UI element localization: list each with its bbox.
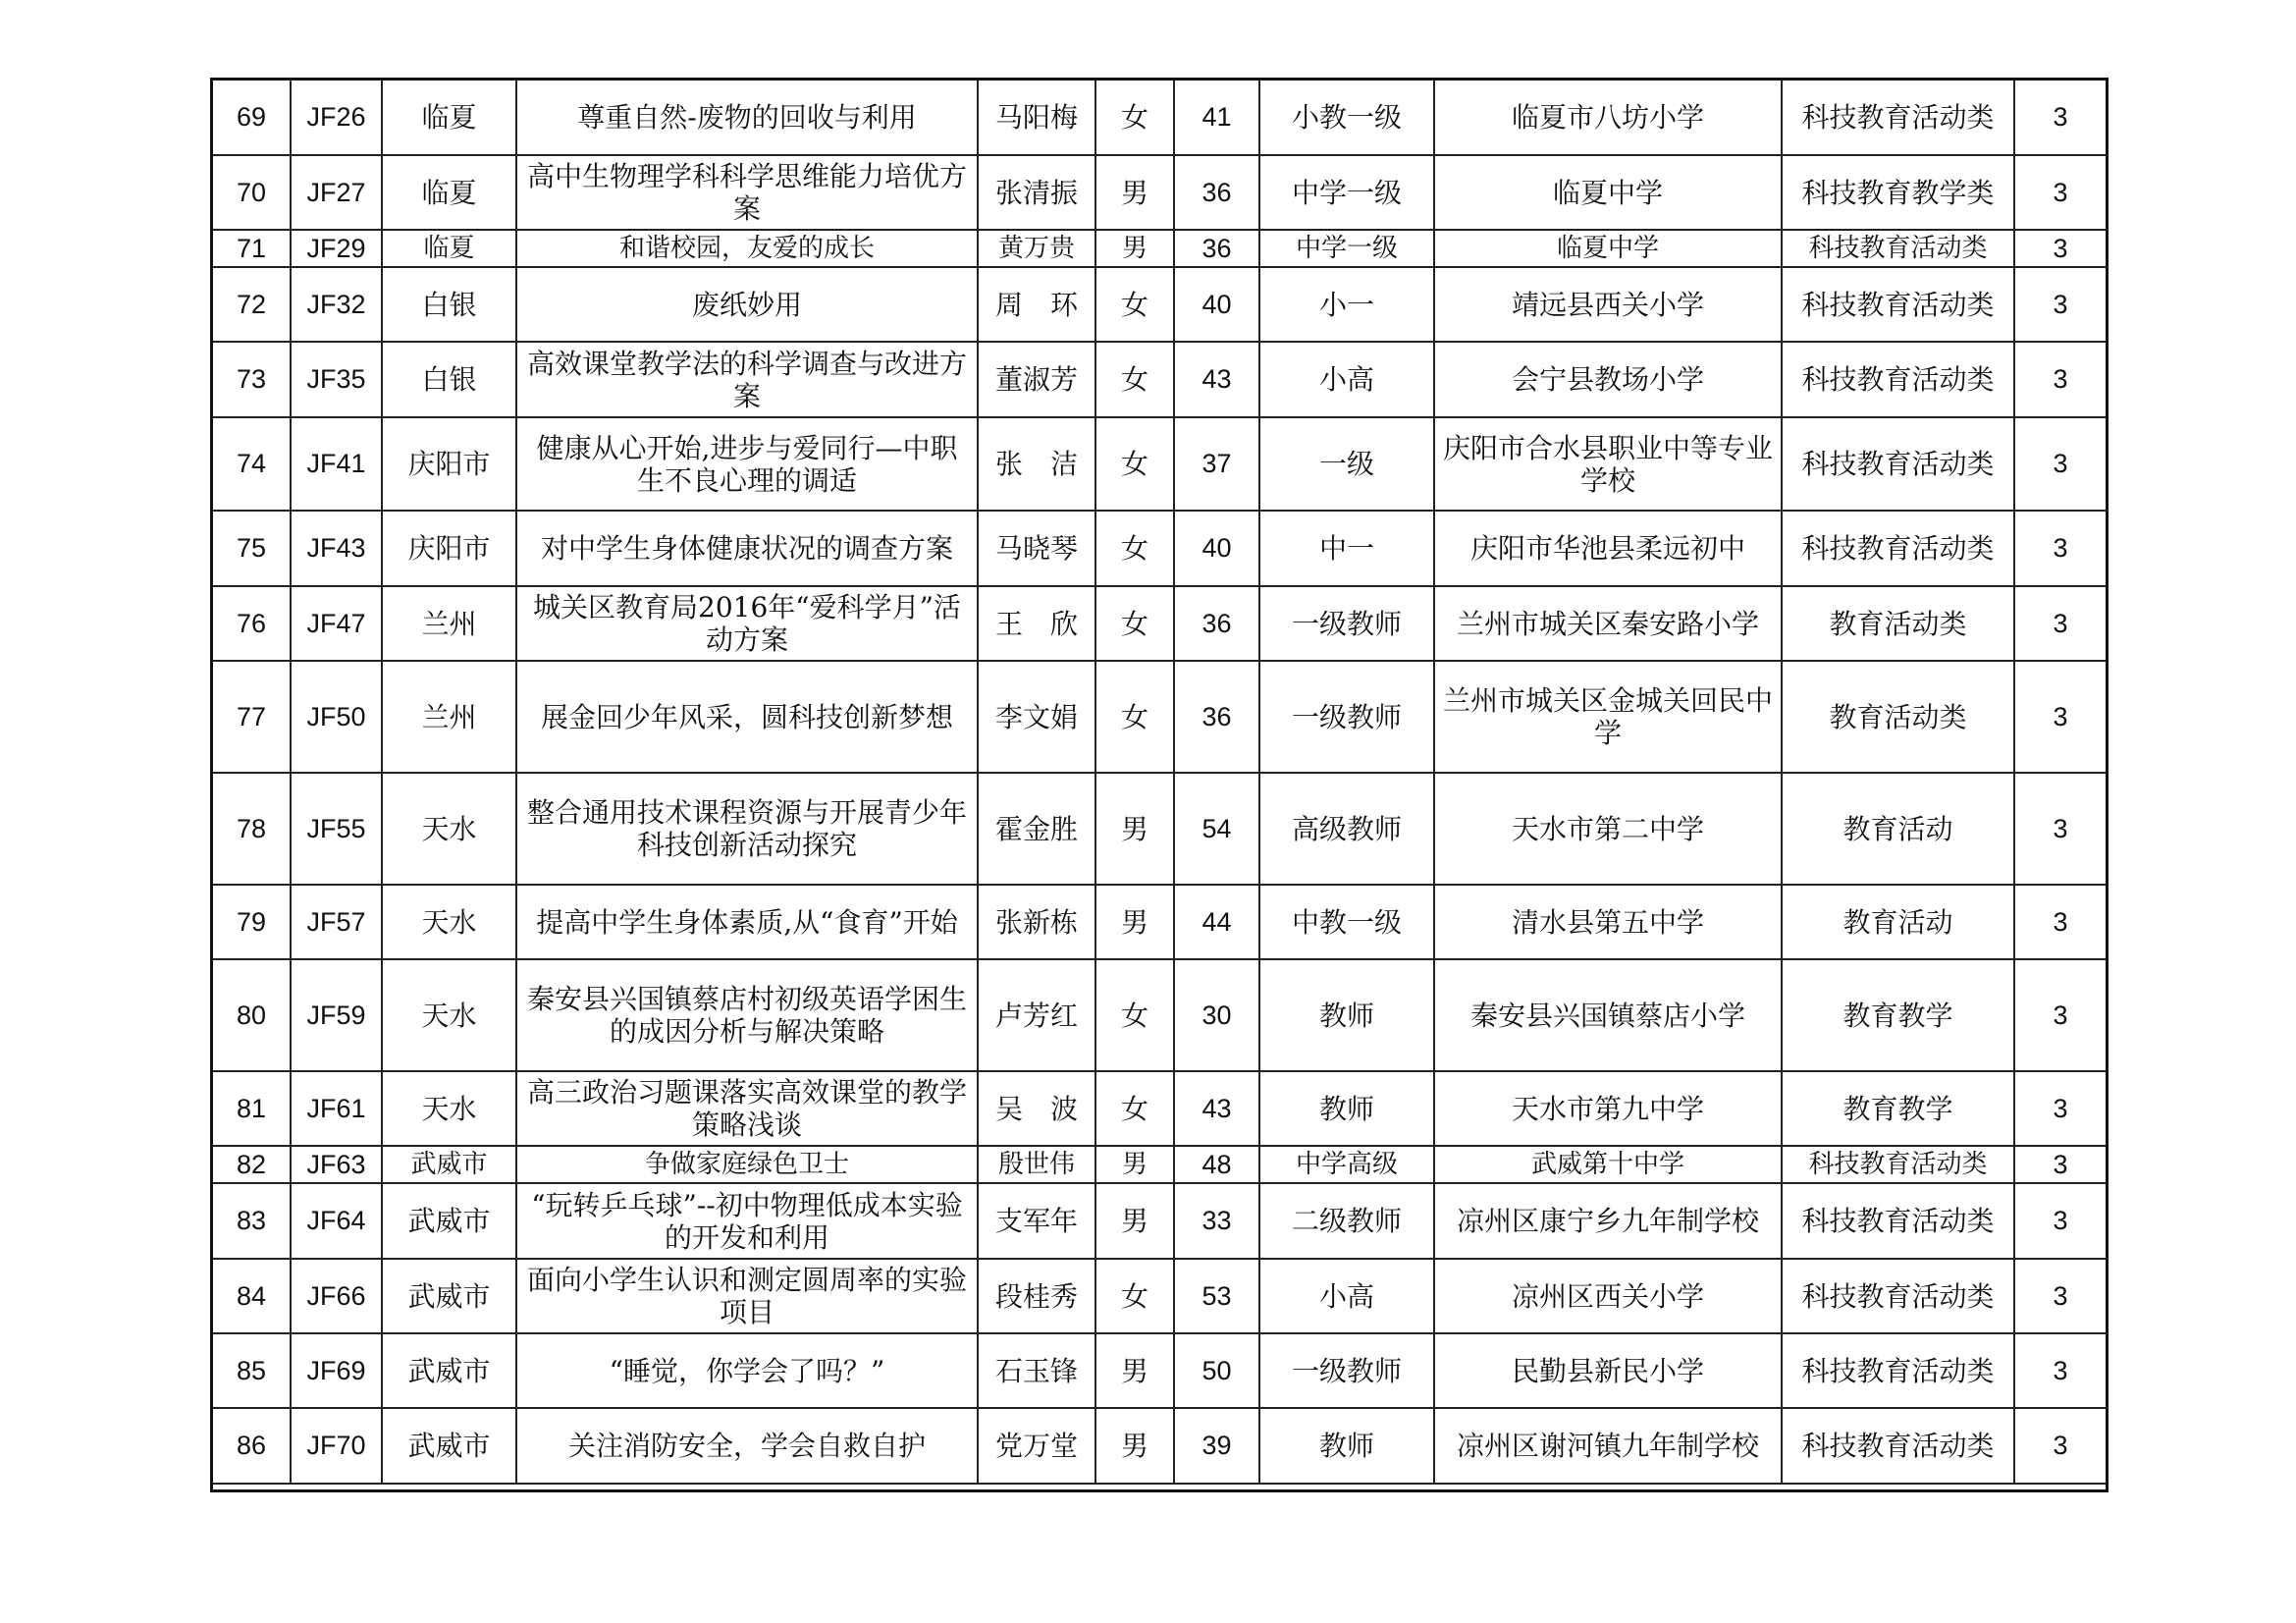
school: 会宁县教场小学 (1434, 342, 1782, 417)
school: 兰州市城关区秦安路小学 (1434, 586, 1782, 661)
score: 3 (2014, 1333, 2107, 1408)
entry-code: JF55 (291, 773, 382, 885)
score: 3 (2014, 1259, 2107, 1333)
project-title: 面向小学生认识和测定圆周率的实验项目 (516, 1259, 978, 1333)
title-rank: 一级 (1259, 417, 1434, 511)
title-rank: 二级教师 (1259, 1183, 1434, 1259)
project-title: 整合通用技术课程资源与开展青少年科技创新活动探究 (516, 773, 978, 885)
gender: 女 (1095, 1071, 1174, 1146)
category: 科技教育活动类 (1782, 511, 2014, 586)
title-rank: 中学高级 (1259, 1146, 1434, 1183)
entry-code: JF32 (291, 267, 382, 342)
table-row (212, 773, 2107, 885)
region: 武威市 (382, 1333, 516, 1408)
age: 43 (1174, 1071, 1259, 1146)
category: 科技教育活动类 (1782, 417, 2014, 511)
score: 3 (2014, 1408, 2107, 1484)
teacher-name: 段桂秀 (978, 1259, 1095, 1333)
age: 36 (1174, 661, 1259, 773)
school: 临夏市八坊小学 (1434, 80, 1782, 155)
age: 40 (1174, 267, 1259, 342)
school: 民勤县新民小学 (1434, 1333, 1782, 1408)
gender: 男 (1095, 1333, 1174, 1408)
title-rank: 小高 (1259, 1259, 1434, 1333)
row-number: 79 (212, 885, 291, 959)
teacher-name: 张清振 (978, 155, 1095, 230)
teacher-name: 石玉锋 (978, 1333, 1095, 1408)
gender: 女 (1095, 511, 1174, 586)
table-row (212, 80, 2107, 155)
region: 天水 (382, 885, 516, 959)
score: 3 (2014, 586, 2107, 661)
region: 天水 (382, 1071, 516, 1146)
row-number: 69 (212, 80, 291, 155)
row-number: 74 (212, 417, 291, 511)
teacher-name: 党万堂 (978, 1408, 1095, 1484)
title-rank: 教师 (1259, 959, 1434, 1071)
school: 兰州市城关区金城关回民中学 (1434, 661, 1782, 773)
region: 临夏 (382, 80, 516, 155)
score: 3 (2014, 417, 2107, 511)
project-title: 废纸妙用 (516, 267, 978, 342)
age: 44 (1174, 885, 1259, 959)
gender: 男 (1095, 1146, 1174, 1183)
school: 临夏中学 (1434, 230, 1782, 267)
row-number: 82 (212, 1146, 291, 1183)
teacher-name: 李文娟 (978, 661, 1095, 773)
region: 庆阳市 (382, 511, 516, 586)
category: 科技教育活动类 (1782, 1183, 2014, 1259)
title-rank: 中教一级 (1259, 885, 1434, 959)
gender: 女 (1095, 267, 1174, 342)
project-title: 提高中学生身体素质,从“食育”开始 (516, 885, 978, 959)
title-rank: 一级教师 (1259, 1333, 1434, 1408)
project-title: 关注消防安全，学会自救自护 (516, 1408, 978, 1484)
region: 武威市 (382, 1183, 516, 1259)
title-rank: 小一 (1259, 267, 1434, 342)
gender: 男 (1095, 155, 1174, 230)
score: 3 (2014, 1183, 2107, 1259)
age: 30 (1174, 959, 1259, 1071)
gender: 男 (1095, 885, 1174, 959)
school: 靖远县西关小学 (1434, 267, 1782, 342)
row-number: 75 (212, 511, 291, 586)
teacher-name: 马晓琴 (978, 511, 1095, 586)
category: 教育教学 (1782, 1071, 2014, 1146)
teacher-name: 马阳梅 (978, 80, 1095, 155)
teacher-name: 张 洁 (978, 417, 1095, 511)
table-row (212, 155, 2107, 230)
project-title: 高三政治习题课落实高效课堂的教学策略浅谈 (516, 1071, 978, 1146)
score: 3 (2014, 80, 2107, 155)
score: 3 (2014, 342, 2107, 417)
project-title: 展金回少年风采，圆科技创新梦想 (516, 661, 978, 773)
title-rank: 高级教师 (1259, 773, 1434, 885)
category: 教育教学 (1782, 959, 2014, 1071)
title-rank: 一级教师 (1259, 661, 1434, 773)
teacher-name: 卢芳红 (978, 959, 1095, 1071)
entry-code: JF64 (291, 1183, 382, 1259)
gender: 女 (1095, 661, 1174, 773)
table-row (212, 959, 2107, 1071)
project-title: “玩转乒乓球”--初中物理低成本实验的开发和利用 (516, 1183, 978, 1259)
gender: 女 (1095, 342, 1174, 417)
score: 3 (2014, 773, 2107, 885)
entry-code: JF61 (291, 1071, 382, 1146)
school: 庆阳市合水县职业中等专业学校 (1434, 417, 1782, 511)
age: 53 (1174, 1259, 1259, 1333)
category: 科技教育活动类 (1782, 80, 2014, 155)
category: 科技教育教学类 (1782, 155, 2014, 230)
region: 天水 (382, 773, 516, 885)
teacher-name: 吴 波 (978, 1071, 1095, 1146)
gender: 男 (1095, 230, 1174, 267)
teacher-name: 支军年 (978, 1183, 1095, 1259)
score: 3 (2014, 661, 2107, 773)
region: 临夏 (382, 230, 516, 267)
row-number: 71 (212, 230, 291, 267)
project-title: 健康从心开始,进步与爱同行—中职生不良心理的调适 (516, 417, 978, 511)
region: 兰州 (382, 661, 516, 773)
entry-code: JF27 (291, 155, 382, 230)
entry-code: JF43 (291, 511, 382, 586)
project-title: 和谐校园，友爱的成长 (516, 230, 978, 267)
table-row (212, 661, 2107, 773)
table-row (212, 1183, 2107, 1259)
score: 3 (2014, 885, 2107, 959)
entry-code: JF47 (291, 586, 382, 661)
row-number: 70 (212, 155, 291, 230)
project-title: 争做家庭绿色卫士 (516, 1146, 978, 1183)
age: 36 (1174, 230, 1259, 267)
age: 54 (1174, 773, 1259, 885)
entry-code: JF69 (291, 1333, 382, 1408)
category: 科技教育活动类 (1782, 1333, 2014, 1408)
age: 39 (1174, 1408, 1259, 1484)
entry-code: JF50 (291, 661, 382, 773)
project-title: 秦安县兴国镇蔡店村初级英语学困生的成因分析与解决策略 (516, 959, 978, 1071)
table-row (212, 586, 2107, 661)
table-row (212, 885, 2107, 959)
gender: 女 (1095, 959, 1174, 1071)
teacher-name: 殷世伟 (978, 1146, 1095, 1183)
table-row (212, 230, 2107, 267)
score: 3 (2014, 1146, 2107, 1183)
school: 清水县第五中学 (1434, 885, 1782, 959)
age: 40 (1174, 511, 1259, 586)
row-number: 78 (212, 773, 291, 885)
project-title: 尊重自然-废物的回收与利用 (516, 80, 978, 155)
row-number: 84 (212, 1259, 291, 1333)
age: 41 (1174, 80, 1259, 155)
project-title: 高效课堂教学法的科学调查与改进方案 (516, 342, 978, 417)
table-row (212, 417, 2107, 511)
category: 科技教育活动类 (1782, 342, 2014, 417)
gender: 男 (1095, 773, 1174, 885)
region: 白银 (382, 267, 516, 342)
teacher-name: 霍金胜 (978, 773, 1095, 885)
row-number: 85 (212, 1333, 291, 1408)
entry-code: JF57 (291, 885, 382, 959)
entry-code: JF59 (291, 959, 382, 1071)
category: 教育活动 (1782, 773, 2014, 885)
teacher-name: 黄万贵 (978, 230, 1095, 267)
project-title: 对中学生身体健康状况的调查方案 (516, 511, 978, 586)
region: 庆阳市 (382, 417, 516, 511)
score: 3 (2014, 511, 2107, 586)
gender: 女 (1095, 586, 1174, 661)
table-body (212, 80, 2107, 1484)
entry-code: JF66 (291, 1259, 382, 1333)
title-rank: 小高 (1259, 342, 1434, 417)
age: 37 (1174, 417, 1259, 511)
entry-code: JF63 (291, 1146, 382, 1183)
age: 36 (1174, 155, 1259, 230)
row-number: 73 (212, 342, 291, 417)
row-number: 72 (212, 267, 291, 342)
entry-code: JF41 (291, 417, 382, 511)
entry-code: JF70 (291, 1408, 382, 1484)
entry-code: JF29 (291, 230, 382, 267)
title-rank: 中学一级 (1259, 155, 1434, 230)
entry-code: JF26 (291, 80, 382, 155)
age: 48 (1174, 1146, 1259, 1183)
region: 天水 (382, 959, 516, 1071)
teacher-name: 董淑芳 (978, 342, 1095, 417)
age: 43 (1174, 342, 1259, 417)
category: 科技教育活动类 (1782, 267, 2014, 342)
title-rank: 教师 (1259, 1408, 1434, 1484)
gender: 女 (1095, 417, 1174, 511)
table-row (212, 1408, 2107, 1484)
gender: 男 (1095, 1408, 1174, 1484)
region: 武威市 (382, 1408, 516, 1484)
row-number: 80 (212, 959, 291, 1071)
row-number: 83 (212, 1183, 291, 1259)
table-row (212, 1259, 2107, 1333)
row-number: 86 (212, 1408, 291, 1484)
region: 兰州 (382, 586, 516, 661)
school: 天水市第二中学 (1434, 773, 1782, 885)
category: 教育活动类 (1782, 586, 2014, 661)
title-rank: 中学一级 (1259, 230, 1434, 267)
school: 庆阳市华池县柔远初中 (1434, 511, 1782, 586)
category: 科技教育活动类 (1782, 230, 2014, 267)
region: 武威市 (382, 1259, 516, 1333)
table-row (212, 1146, 2107, 1183)
table-row (212, 1071, 2107, 1146)
entries-table (211, 79, 2108, 1485)
title-rank: 一级教师 (1259, 586, 1434, 661)
school: 天水市第九中学 (1434, 1071, 1782, 1146)
region: 白银 (382, 342, 516, 417)
school: 秦安县兴国镇蔡店小学 (1434, 959, 1782, 1071)
score: 3 (2014, 1071, 2107, 1146)
row-number: 81 (212, 1071, 291, 1146)
age: 33 (1174, 1183, 1259, 1259)
table-row (212, 511, 2107, 586)
title-rank: 中一 (1259, 511, 1434, 586)
project-title: “睡觉，你学会了吗？” (516, 1333, 978, 1408)
title-rank: 小教一级 (1259, 80, 1434, 155)
category: 教育活动类 (1782, 661, 2014, 773)
title-rank: 教师 (1259, 1071, 1434, 1146)
category: 科技教育活动类 (1782, 1146, 2014, 1183)
school: 凉州区西关小学 (1434, 1259, 1782, 1333)
school: 凉州区谢河镇九年制学校 (1434, 1408, 1782, 1484)
score: 3 (2014, 959, 2107, 1071)
project-title: 高中生物理学科科学思维能力培优方案 (516, 155, 978, 230)
school: 临夏中学 (1434, 155, 1782, 230)
category: 科技教育活动类 (1782, 1408, 2014, 1484)
gender: 女 (1095, 80, 1174, 155)
teacher-name: 王 欣 (978, 586, 1095, 661)
table-row (212, 342, 2107, 417)
school: 凉州区康宁乡九年制学校 (1434, 1183, 1782, 1259)
project-title: 城关区教育局2016年“爱科学月”活动方案 (516, 586, 978, 661)
region: 武威市 (382, 1146, 516, 1183)
school: 武威第十中学 (1434, 1146, 1782, 1183)
score: 3 (2014, 230, 2107, 267)
age: 50 (1174, 1333, 1259, 1408)
category: 教育活动 (1782, 885, 2014, 959)
region: 临夏 (382, 155, 516, 230)
gender: 女 (1095, 1259, 1174, 1333)
age: 36 (1174, 586, 1259, 661)
teacher-name: 张新栋 (978, 885, 1095, 959)
row-number: 77 (212, 661, 291, 773)
teacher-name: 周 环 (978, 267, 1095, 342)
category: 科技教育活动类 (1782, 1259, 2014, 1333)
entry-code: JF35 (291, 342, 382, 417)
row-number: 76 (212, 586, 291, 661)
table-row (212, 1333, 2107, 1408)
score: 3 (2014, 267, 2107, 342)
score: 3 (2014, 155, 2107, 230)
gender: 男 (1095, 1183, 1174, 1259)
table-row (212, 267, 2107, 342)
